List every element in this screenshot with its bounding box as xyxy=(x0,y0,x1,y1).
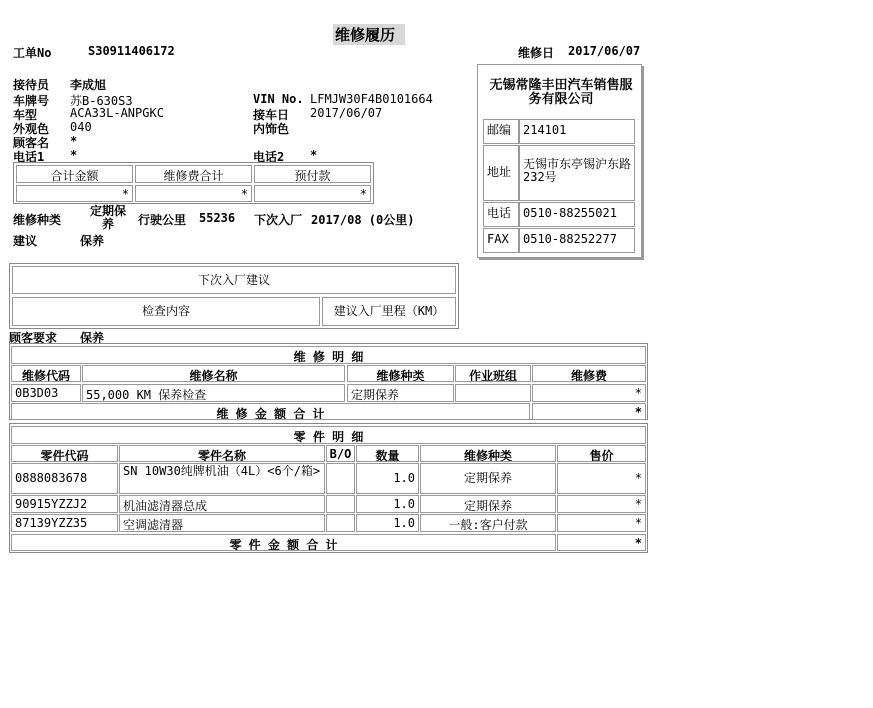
repair-detail-title: 维 修 明 细 xyxy=(11,346,646,364)
parts-col-price: 售价 xyxy=(557,445,646,462)
model: ACA33L-ANPGKC xyxy=(70,106,164,120)
parts-total-label: 零 件 金 额 合 计 xyxy=(11,534,556,551)
parts-row-type: 一般:客户付款 xyxy=(420,514,556,532)
pickup-label: 接车日 xyxy=(253,108,290,122)
phone1: * xyxy=(70,148,78,162)
plate-label: 车牌号 xyxy=(13,94,50,108)
repair-row-team xyxy=(455,384,531,402)
parts-row-code: 87139YZZ35 xyxy=(11,514,118,532)
parts-row-price: * xyxy=(557,463,646,494)
parts-col-type: 维修种类 xyxy=(420,445,556,462)
company-tel-label: 电话 xyxy=(483,202,519,227)
next-visit-value: 2017/08 (0公里) xyxy=(311,213,415,227)
parts-row-type: 定期保养 xyxy=(420,463,556,494)
company-fax: 0510-88252277 xyxy=(519,228,635,253)
order-no: S30911406172 xyxy=(88,44,175,58)
parts-row-price: * xyxy=(557,514,646,532)
prepay-value: * xyxy=(254,185,371,202)
exterior: 040 xyxy=(70,120,92,134)
prepay-label: 预付款 xyxy=(254,165,371,183)
vin: LFMJW30F4B0101664 xyxy=(310,92,433,106)
advice: 保养 xyxy=(80,234,105,248)
repair-total-label: 维 修 金 额 合 计 xyxy=(11,403,530,420)
page-title: 维修履历 xyxy=(333,24,405,45)
exterior-label: 外观色 xyxy=(13,122,50,136)
company-address-label: 地址 xyxy=(483,145,519,201)
company-address: 无锡市东亭锡沪东路232号 xyxy=(519,145,635,201)
repair-col-code: 维修代码 xyxy=(11,365,81,382)
parts-row-bo xyxy=(326,495,355,513)
repair-type-label: 维修种类 xyxy=(13,213,62,227)
parts-row-qty: 1.0 xyxy=(356,514,419,532)
company-fax-label: FAX xyxy=(483,228,519,253)
advice-label: 建议 xyxy=(13,234,38,248)
phone2: * xyxy=(310,148,318,162)
next-advice-title: 下次入厂建议 xyxy=(12,266,456,294)
parts-row-bo xyxy=(326,463,355,494)
company-box xyxy=(477,64,642,258)
parts-col-bo: B/O xyxy=(326,445,355,462)
company-name: 无锡常隆丰田汽车销售服务有限公司 xyxy=(489,78,633,107)
parts-row-price: * xyxy=(557,495,646,513)
customer-request-label: 顾客要求 xyxy=(9,331,58,345)
repair-col-name: 维修名称 xyxy=(82,365,345,382)
mileage-label: 行驶公里 xyxy=(138,213,187,227)
parts-row-type: 定期保养 xyxy=(420,495,556,513)
customer-request: 保养 xyxy=(80,331,105,345)
next-visit-label: 下次入厂 xyxy=(254,213,303,227)
vin-label: VIN No. xyxy=(253,92,304,106)
plate: 苏B-630S3 xyxy=(70,94,133,108)
total-value: * xyxy=(16,185,133,202)
parts-col-qty: 数量 xyxy=(356,445,419,462)
parts-row-qty: 1.0 xyxy=(356,495,419,513)
company-zip: 214101 xyxy=(519,119,635,144)
next-advice-inspection: 检查内容 xyxy=(12,297,320,326)
customer: * xyxy=(70,134,78,148)
model-label: 车型 xyxy=(13,108,38,122)
repair-fee-label: 维修费合计 xyxy=(135,165,252,183)
customer-label: 顾客名 xyxy=(13,136,50,150)
parts-row-name: 空调滤清器 xyxy=(119,514,325,532)
interior-label: 内饰色 xyxy=(253,122,290,136)
order-label: 工单No xyxy=(13,46,52,60)
repair-col-team: 作业班组 xyxy=(455,365,531,382)
parts-row-name: 机油滤清器总成 xyxy=(119,495,325,513)
repair-type: 定期保养 xyxy=(89,204,126,231)
repair-col-fee: 维修费 xyxy=(532,365,646,382)
parts-total-value: * xyxy=(557,534,646,551)
repair-row-type: 定期保养 xyxy=(347,384,454,402)
repair-row-code: 0B3D03 xyxy=(11,384,81,402)
repair-total-value: * xyxy=(532,403,646,420)
repair-fee-value: * xyxy=(135,185,252,202)
company-tel: 0510-88255021 xyxy=(519,202,635,227)
parts-row-bo xyxy=(326,514,355,532)
repair-row-fee: * xyxy=(532,384,646,402)
parts-col-name: 零件名称 xyxy=(119,445,325,462)
parts-detail-title: 零 件 明 细 xyxy=(11,426,646,444)
receptionist: 李成旭 xyxy=(70,78,107,92)
parts-row-qty: 1.0 xyxy=(356,463,419,494)
repair-col-type: 维修种类 xyxy=(347,365,454,382)
total-label: 合计金额 xyxy=(16,165,133,183)
repair-date: 2017/06/07 xyxy=(568,44,641,58)
parts-col-code: 零件代码 xyxy=(11,445,118,462)
company-zip-label: 邮编 xyxy=(483,119,519,144)
repair-row-name: 55,000 KM 保养检查 xyxy=(82,384,345,402)
phone1-label: 电话1 xyxy=(13,150,45,164)
parts-row-code: 90915YZZJ2 xyxy=(11,495,118,513)
repair-date-label: 维修日 xyxy=(518,46,555,60)
next-advice-mileage: 建议入厂里程（KM） xyxy=(322,297,456,326)
receptionist-label: 接待员 xyxy=(13,78,50,92)
parts-row-code: 0888083678 xyxy=(11,463,118,494)
mileage: 55236 xyxy=(199,211,236,225)
parts-row-name: SN 10W30纯牌机油（4L）<6个/箱> xyxy=(119,463,325,494)
pickup: 2017/06/07 xyxy=(310,106,383,120)
phone2-label: 电话2 xyxy=(253,150,285,164)
